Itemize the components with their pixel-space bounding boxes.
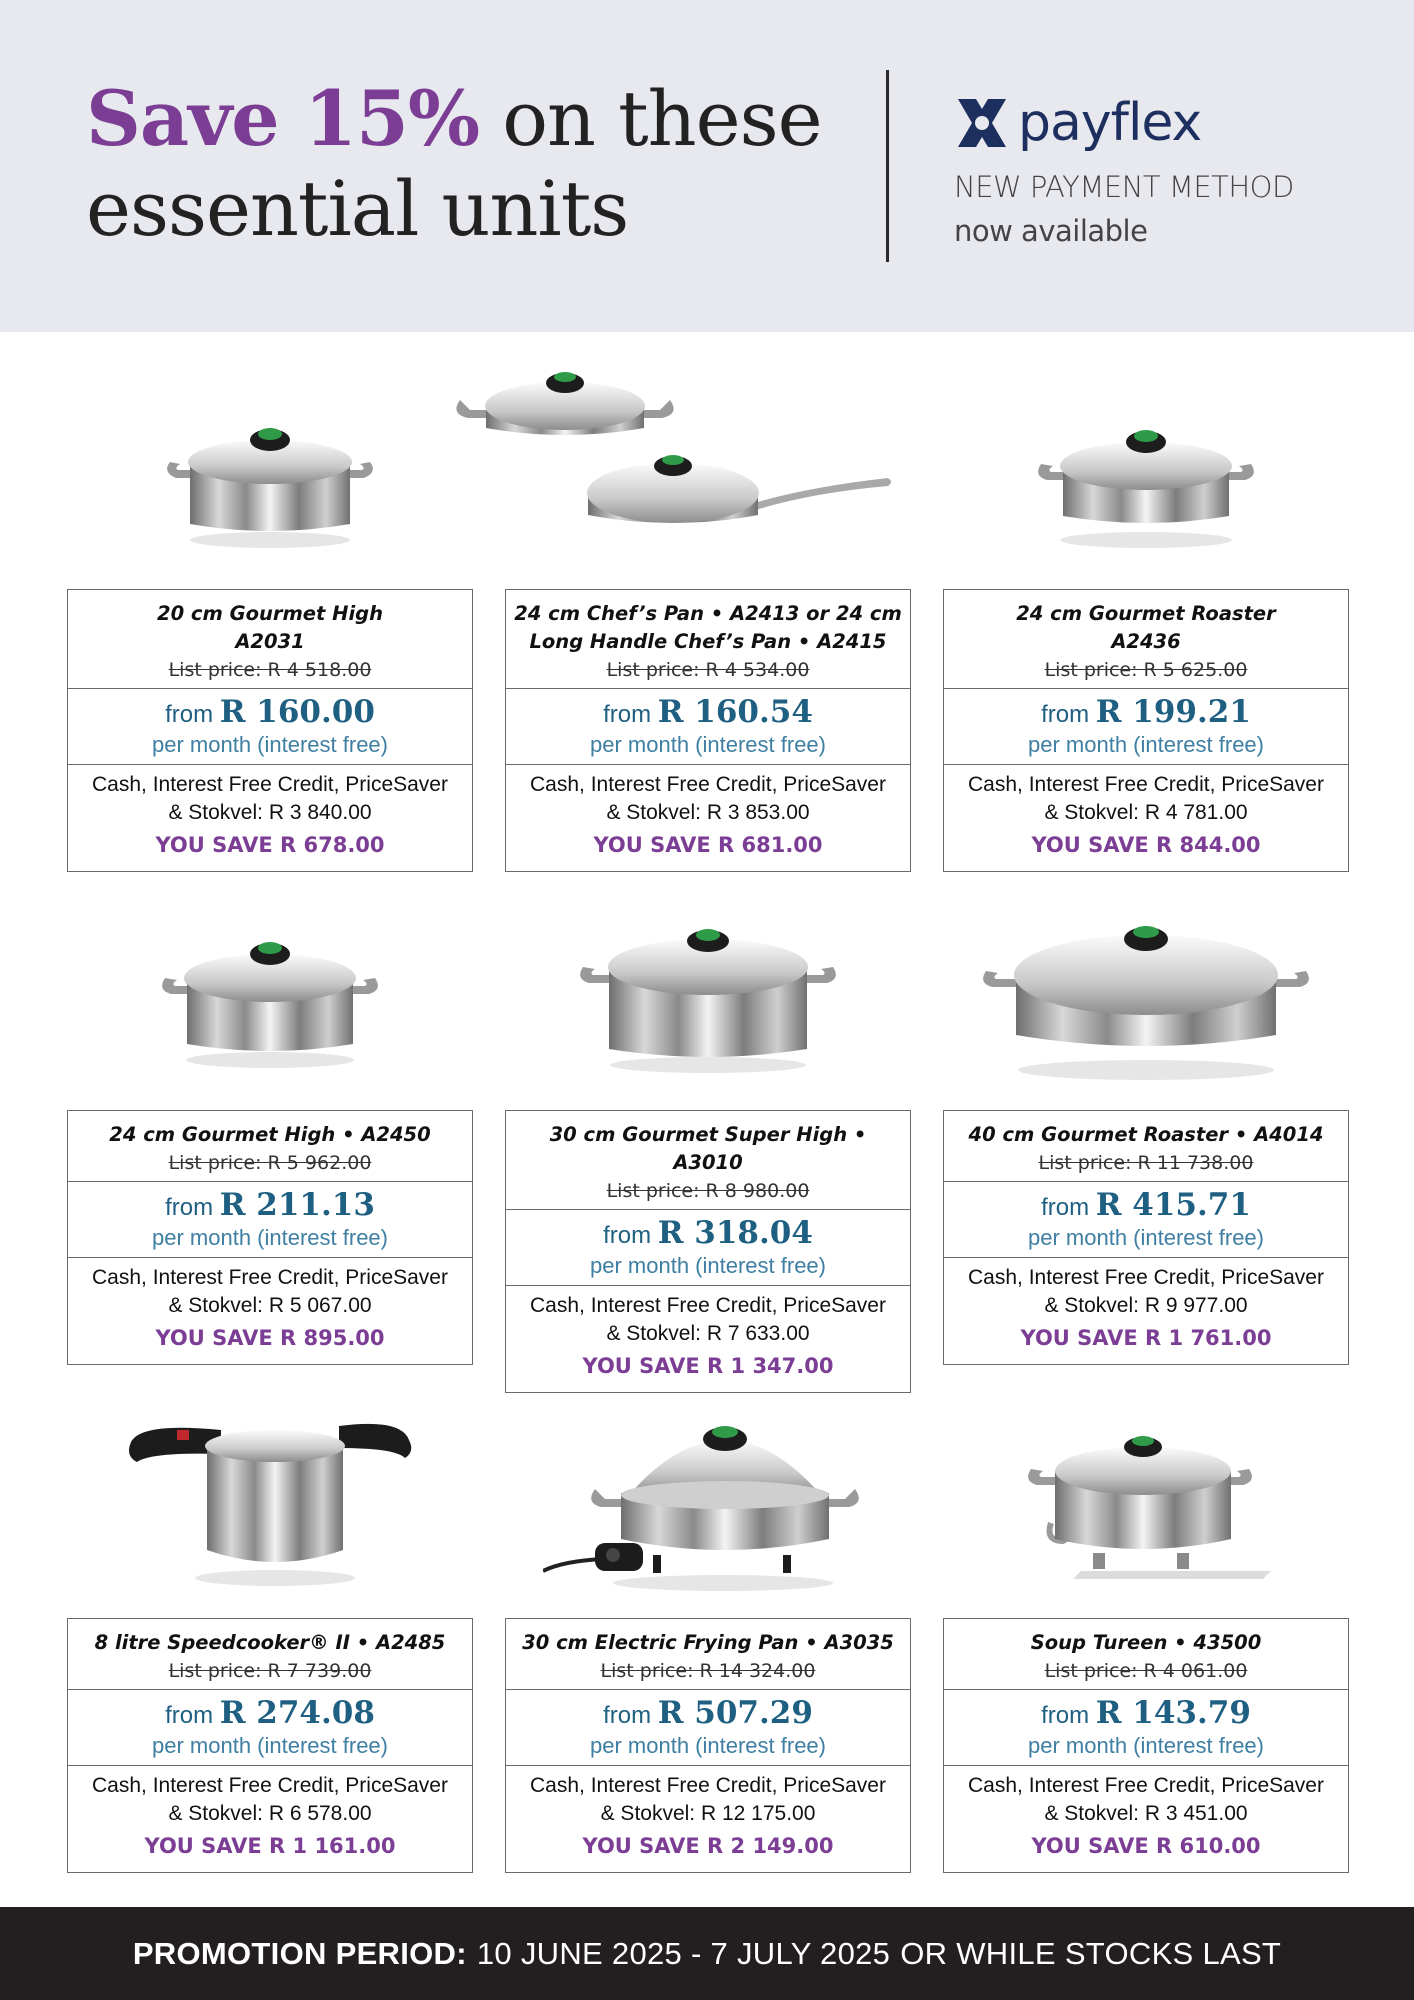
- promotion-dates: 10 JUNE 2025 - 7 JULY 2025: [476, 1935, 891, 1971]
- cash-line1: Cash, Interest Free Credit, PriceSaver: [530, 1774, 886, 1797]
- monthly-price-section: [944, 1689, 1348, 1765]
- cash-line2: & Stokvel: R 6 578.00: [168, 1802, 372, 1825]
- pan-icon: [505, 345, 911, 570]
- per-month-label: per month (interest free): [152, 1225, 388, 1250]
- promotion-label: PROMOTION PERIOD:: [132, 1935, 467, 1971]
- payflex-name: payflex: [1018, 93, 1202, 153]
- product-title-line1: 30 cm Electric Frying Pan • A3035: [522, 1631, 894, 1654]
- product-info-card: [67, 1618, 473, 1873]
- you-save: YOU SAVE R 844.00: [1031, 833, 1261, 857]
- list-price: List price: R 5 625.00: [1044, 659, 1248, 681]
- monthly-price: R 211.13: [219, 1187, 375, 1223]
- list-price: List price: R 5 962.00: [168, 1152, 372, 1174]
- product-title-line2: A2031: [235, 630, 305, 653]
- product-info-card: [505, 1110, 911, 1393]
- per-month-label: per month (interest free): [152, 732, 388, 757]
- product-title: [944, 590, 1348, 688]
- monthly-price-section: [506, 688, 910, 764]
- per-month-label: per month (interest free): [590, 1253, 826, 1278]
- per-month-label: per month (interest free): [1028, 1733, 1264, 1758]
- headline: [86, 74, 822, 254]
- cash-line2: & Stokvel: R 3 853.00: [606, 801, 810, 824]
- product-title-line2: A2436: [1111, 630, 1181, 653]
- you-save: YOU SAVE R 2 149.00: [582, 1834, 834, 1858]
- roaster-icon: [943, 380, 1349, 570]
- per-month-label: per month (interest free): [590, 732, 826, 757]
- cash-price-section: [68, 1765, 472, 1872]
- list-price: List price: R 4 518.00: [168, 659, 372, 681]
- product-info-card: [943, 1618, 1349, 1873]
- monthly-price-section: [944, 1181, 1348, 1257]
- monthly-price: R 160.54: [657, 694, 813, 730]
- cash-line1: Cash, Interest Free Credit, PriceSaver: [968, 1774, 1324, 1797]
- cash-price-section: [506, 764, 910, 871]
- list-price: List price: R 14 324.00: [600, 1660, 816, 1682]
- per-month-label: per month (interest free): [1028, 732, 1264, 757]
- monthly-price: R 199.21: [1095, 694, 1251, 730]
- promotion-footer: [0, 1907, 1414, 2000]
- cash-line1: Cash, Interest Free Credit, PriceSaver: [968, 773, 1324, 796]
- monthly-price: R 415.71: [1095, 1187, 1251, 1223]
- you-save: YOU SAVE R 681.00: [593, 833, 823, 857]
- cash-price-section: [68, 1257, 472, 1364]
- payflex-availability: now available: [954, 214, 1148, 248]
- monthly-price-section: [506, 1209, 910, 1285]
- product-title-line1: 24 cm Gourmet Roaster: [1016, 602, 1276, 625]
- you-save: YOU SAVE R 678.00: [155, 833, 385, 857]
- from-label: from: [1041, 1702, 1090, 1729]
- cash-line2: & Stokvel: R 12 175.00: [600, 1802, 816, 1825]
- cash-line2: & Stokvel: R 3 840.00: [168, 801, 372, 824]
- from-label: from: [603, 701, 652, 728]
- payflex-mark-icon: [954, 95, 1010, 151]
- product-title: [944, 1619, 1348, 1689]
- monthly-price: R 318.04: [657, 1215, 813, 1251]
- cash-price-section: [506, 1765, 910, 1872]
- product-info-card: [943, 1110, 1349, 1365]
- per-month-label: per month (interest free): [152, 1733, 388, 1758]
- monthly-price: R 507.29: [657, 1695, 813, 1731]
- from-label: from: [603, 1702, 652, 1729]
- product-info-card: [67, 589, 473, 872]
- you-save: YOU SAVE R 1 761.00: [1020, 1326, 1272, 1350]
- product-title-line1: 40 cm Gourmet Roaster • A4014: [968, 1123, 1324, 1146]
- cash-price-section: [944, 764, 1348, 871]
- cash-line2: & Stokvel: R 9 977.00: [1044, 1294, 1248, 1317]
- cash-line1: Cash, Interest Free Credit, PriceSaver: [530, 773, 886, 796]
- cash-line1: Cash, Interest Free Credit, PriceSaver: [968, 1266, 1324, 1289]
- product-title: [68, 1619, 472, 1689]
- cash-price-section: [506, 1285, 910, 1392]
- cash-line1: Cash, Interest Free Credit, PriceSaver: [530, 1294, 886, 1317]
- product-title: [506, 1619, 910, 1689]
- cash-price-section: [944, 1257, 1348, 1364]
- monthly-price: R 160.00: [219, 694, 375, 730]
- product-info-card: [943, 589, 1349, 872]
- monthly-price-section: [68, 688, 472, 764]
- cash-line2: & Stokvel: R 4 781.00: [1044, 801, 1248, 824]
- list-price: List price: R 11 738.00: [1038, 1152, 1254, 1174]
- payflex-logo: [954, 88, 1201, 158]
- product-info-card: [505, 1618, 911, 1873]
- product-title: [68, 1111, 472, 1181]
- cash-line1: Cash, Interest Free Credit, PriceSaver: [92, 773, 448, 796]
- large-roaster-icon: [943, 895, 1349, 1095]
- product-title: [68, 590, 472, 688]
- monthly-price: R 274.08: [219, 1695, 375, 1731]
- headline-line2: essential units: [86, 164, 629, 253]
- product-title-line1: 30 cm Gourmet Super High • A3010: [549, 1123, 867, 1174]
- headline-accent: Save 15%: [86, 74, 480, 163]
- you-save: YOU SAVE R 610.00: [1031, 1834, 1261, 1858]
- per-month-label: per month (interest free): [1028, 1225, 1264, 1250]
- cash-price-section: [68, 764, 472, 871]
- product-info-card: [67, 1110, 473, 1365]
- you-save: YOU SAVE R 895.00: [155, 1326, 385, 1350]
- from-label: from: [165, 701, 214, 728]
- product-title: [506, 1111, 910, 1209]
- stockpot-icon: [505, 890, 911, 1090]
- soup-tureen-icon: [943, 1400, 1349, 1590]
- product-title-line1: 24 cm Gourmet High • A2450: [109, 1123, 431, 1146]
- you-save: YOU SAVE R 1 161.00: [144, 1834, 396, 1858]
- monthly-price-section: [506, 1689, 910, 1765]
- list-price: List price: R 7 739.00: [168, 1660, 372, 1682]
- monthly-price: R 143.79: [1095, 1695, 1251, 1731]
- pot-icon: [67, 380, 473, 570]
- payflex-tagline: NEW PAYMENT METHOD: [954, 170, 1294, 204]
- from-label: from: [1041, 701, 1090, 728]
- cash-price-section: [944, 1765, 1348, 1872]
- product-info-card: [505, 589, 911, 872]
- product-title-line1: Soup Tureen • 43500: [1030, 1631, 1262, 1654]
- list-price: List price: R 8 980.00: [606, 1180, 810, 1202]
- product-title-line2: Long Handle Chef’s Pan • A2415: [529, 630, 887, 653]
- product-title-line1: 24 cm Chef’s Pan • A2413 or 24 cm: [514, 602, 902, 625]
- pressure-cooker-icon: [67, 1395, 473, 1595]
- headline-rest: on these: [502, 74, 822, 163]
- cash-line2: & Stokvel: R 5 067.00: [168, 1294, 372, 1317]
- from-label: from: [165, 1702, 214, 1729]
- from-label: from: [1041, 1194, 1090, 1221]
- promo-header: [0, 0, 1414, 332]
- per-month-label: per month (interest free): [590, 1733, 826, 1758]
- list-price: List price: R 4 061.00: [1044, 1660, 1248, 1682]
- cash-line1: Cash, Interest Free Credit, PriceSaver: [92, 1266, 448, 1289]
- list-price: List price: R 4 534.00: [606, 659, 810, 681]
- cash-line2: & Stokvel: R 7 633.00: [606, 1322, 810, 1345]
- product-title-line1: 20 cm Gourmet High: [157, 602, 383, 625]
- you-save: YOU SAVE R 1 347.00: [582, 1354, 834, 1378]
- product-title-line1: 8 litre Speedcooker® II • A2485: [94, 1631, 446, 1654]
- electric-frying-pan-icon: [505, 1400, 911, 1600]
- promotion-suffix: OR WHILE STOCKS LAST: [900, 1935, 1282, 1971]
- header-divider: [886, 70, 889, 262]
- pot-icon: [67, 900, 473, 1090]
- product-title: [506, 590, 910, 688]
- monthly-price-section: [944, 688, 1348, 764]
- cash-line1: Cash, Interest Free Credit, PriceSaver: [92, 1774, 448, 1797]
- product-title: [944, 1111, 1348, 1181]
- from-label: from: [165, 1194, 214, 1221]
- cash-line2: & Stokvel: R 3 451.00: [1044, 1802, 1248, 1825]
- monthly-price-section: [68, 1689, 472, 1765]
- from-label: from: [603, 1222, 652, 1249]
- monthly-price-section: [68, 1181, 472, 1257]
